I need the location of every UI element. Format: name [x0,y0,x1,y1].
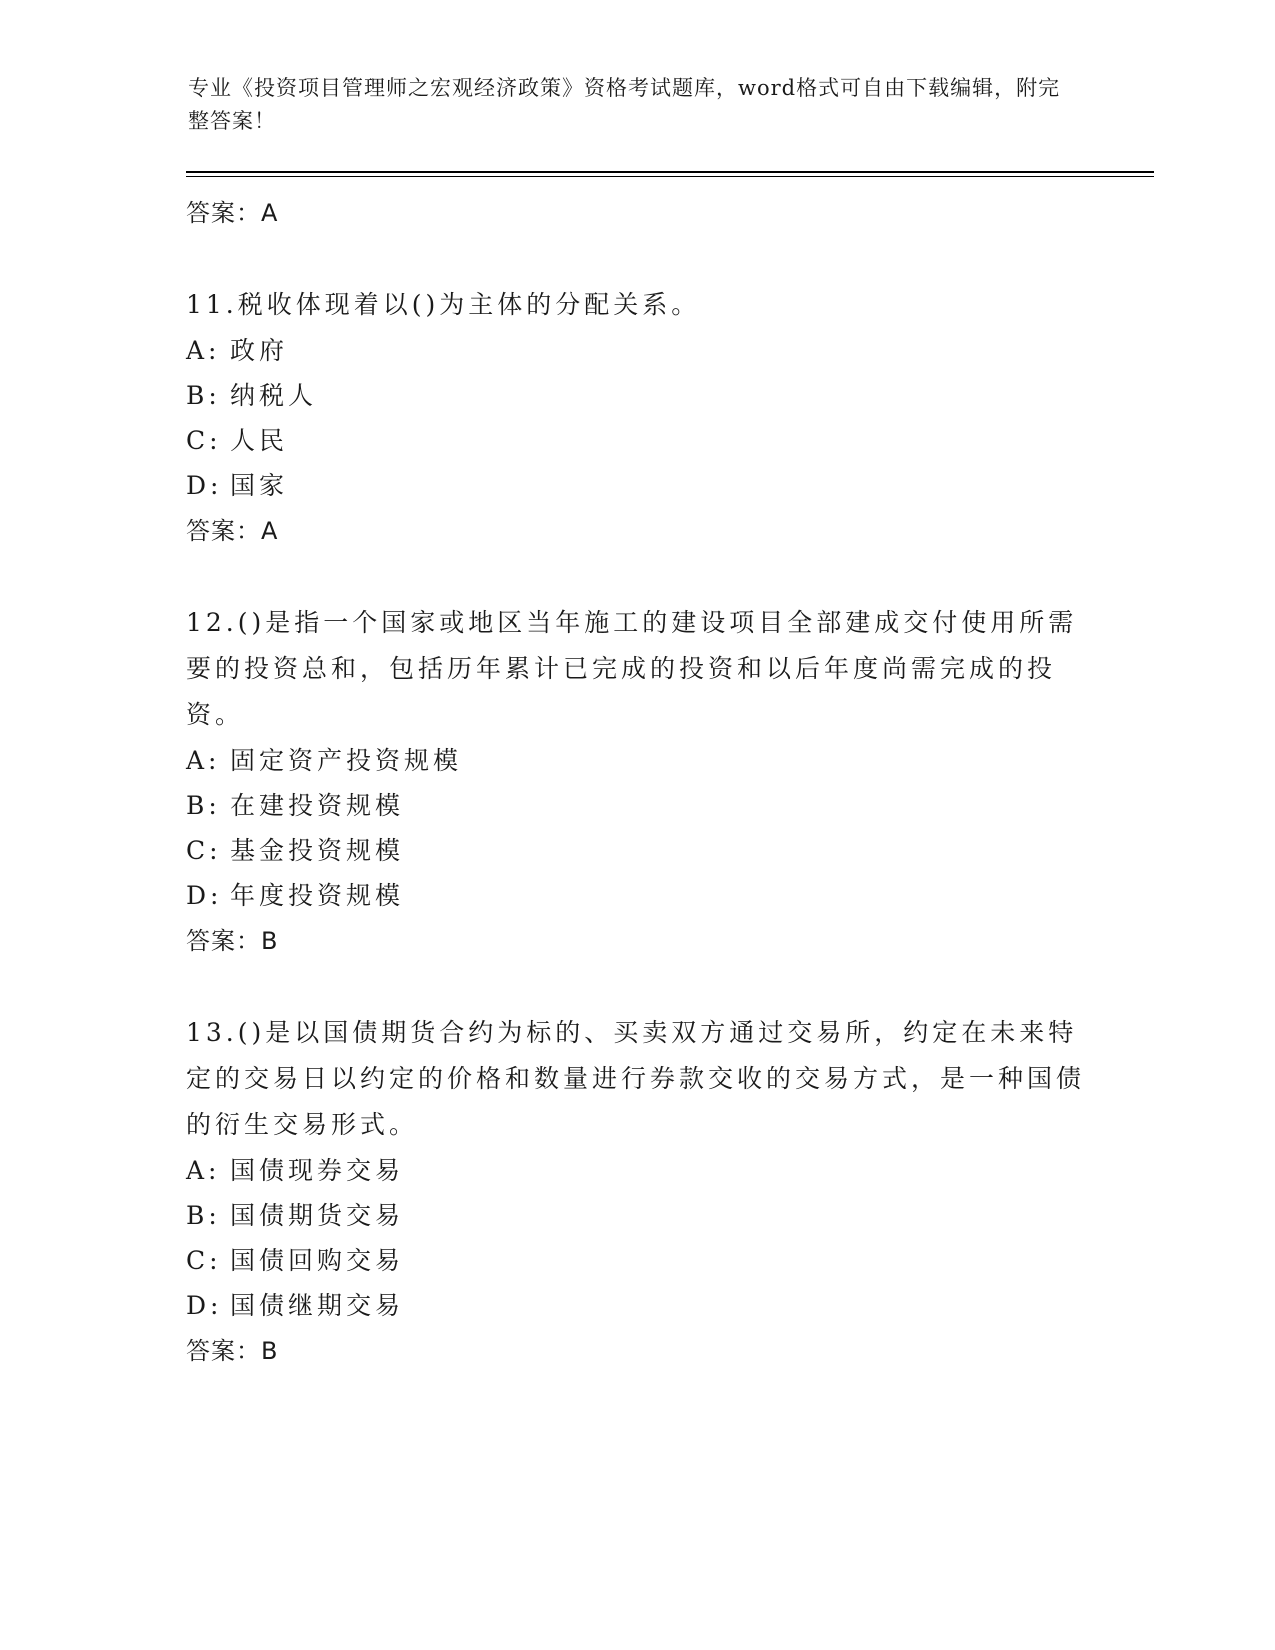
option-d [186,873,1086,918]
option-text: 基金投资规模 [230,836,405,865]
option-c [186,1238,1086,1283]
option-key: C: [186,1246,222,1275]
option-c [186,418,1086,463]
option-text: 国债期货交易 [230,1201,405,1230]
option-b [186,373,1086,418]
previous-answer: 答案：A [186,199,279,227]
option-d [186,1283,1086,1328]
question-stem: 11.税收体现着以()为主体的分配关系。 [186,290,701,319]
question-13 [186,1010,1086,1374]
question-list [186,190,1086,1374]
header-rule-bottom [186,176,1154,177]
header-rule-top [186,171,1154,173]
option-text: 在建投资规模 [230,791,405,820]
option-key: A: [186,336,221,365]
answer-line: 答案：B [186,927,279,955]
option-key: B: [186,381,221,410]
option-b [186,783,1086,828]
answer-line: 答案：B [186,1337,279,1365]
option-key: D: [186,881,223,910]
option-a [186,328,1086,373]
option-text: 国债继期交易 [230,1291,405,1320]
option-key: D: [186,1291,223,1320]
option-b [186,1193,1086,1238]
option-key: C: [186,836,222,865]
option-key: A: [186,1156,221,1185]
option-text: 年度投资规模 [230,881,405,910]
option-a [186,738,1086,783]
question-stem: 13.()是以国债期货合约为标的、买卖双方通过交易所，约定在未来特定的交易日以约定的价格和数量进行券款交收的交易方式，是一种国债的衍生交易形式。 [186,1018,1086,1139]
question-11 [186,282,1086,554]
option-text: 纳税人 [230,381,318,410]
option-key: D: [186,471,223,500]
option-text: 政府 [230,336,289,365]
page-header: 专业《投资项目管理师之宏观经济政策》资格考试题库，word格式可自由下载编辑，附完整答案！ [188,76,1061,133]
option-text: 国债回购交易 [230,1246,405,1275]
option-key: B: [186,1201,221,1230]
answer-line: 答案：A [186,517,279,545]
option-d [186,463,1086,508]
question-stem: 12.()是指一个国家或地区当年施工的建设项目全部建成交付使用所需要的投资总和，包括历年累计已完成的投资和以后年度尚需完成的投资。 [186,608,1078,729]
option-key: C: [186,426,222,455]
option-text: 国家 [230,471,289,500]
option-text: 国债现券交易 [230,1156,405,1185]
option-a [186,1148,1086,1193]
option-c [186,828,1086,873]
option-key: A: [186,746,221,775]
question-12 [186,600,1086,964]
option-text: 固定资产投资规模 [230,746,463,775]
option-key: B: [186,791,221,820]
option-text: 人民 [230,426,289,455]
